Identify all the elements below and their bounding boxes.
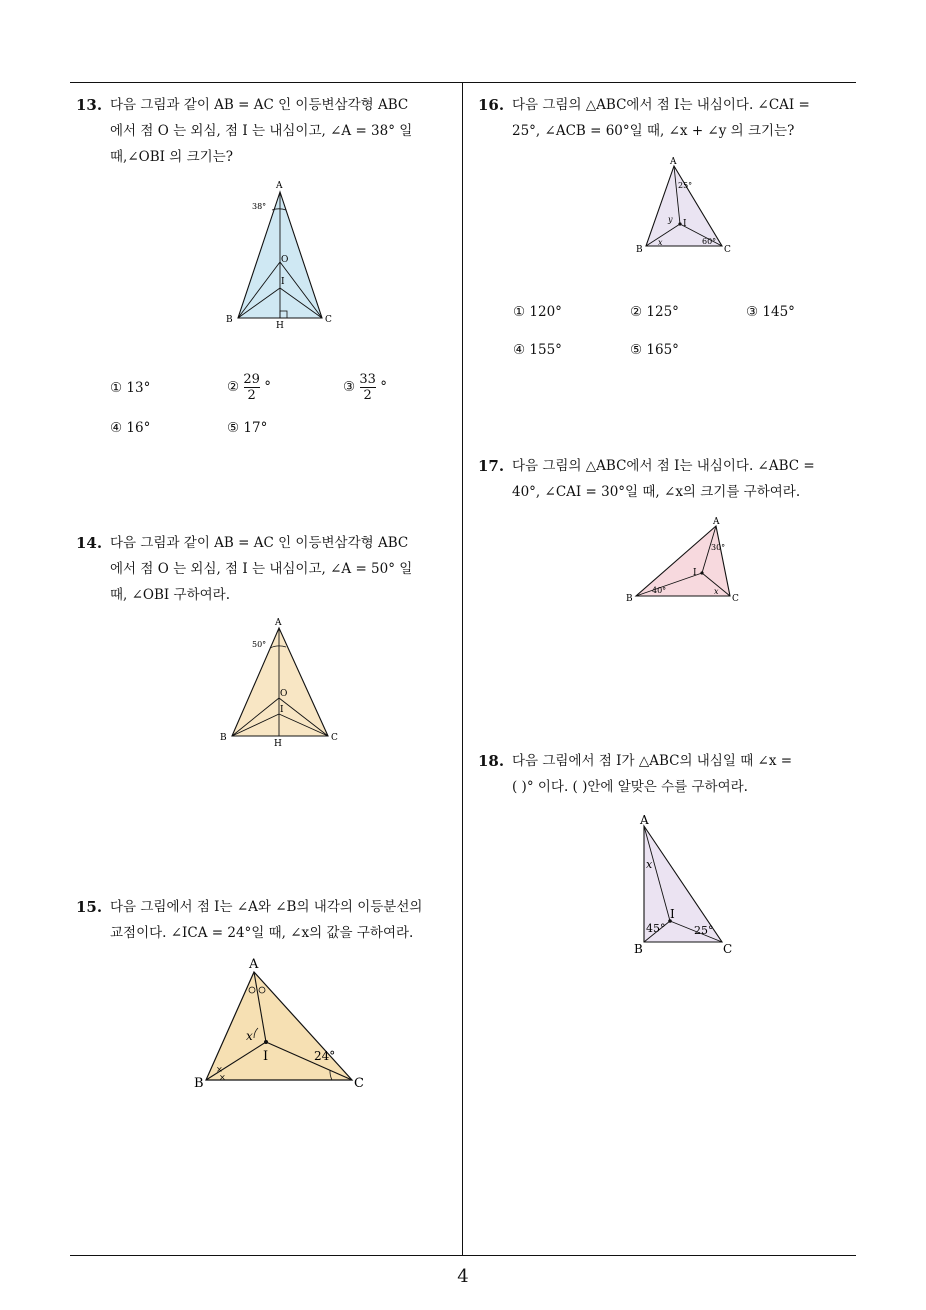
label-b: B bbox=[634, 942, 643, 956]
label-x: x bbox=[658, 238, 663, 247]
problem-16 bbox=[478, 92, 858, 144]
problem-line: 때,∠OBI 의 크기는? bbox=[110, 149, 233, 165]
svg-text:×: × bbox=[219, 1073, 226, 1082]
problem-13-figure bbox=[220, 178, 340, 333]
label-x: x bbox=[246, 1029, 253, 1043]
problem-text bbox=[110, 530, 456, 608]
incenter-point bbox=[700, 571, 703, 574]
fraction: $\frac{29}{2}$ bbox=[243, 372, 260, 403]
problem-number: 17. bbox=[478, 457, 505, 475]
problem-line: ( )° 이다. ( )안에 알맞은 수를 구하여라. bbox=[512, 779, 748, 795]
problem-13 bbox=[76, 92, 456, 170]
label-i: I bbox=[670, 907, 675, 921]
label-h: H bbox=[276, 321, 284, 331]
column-divider bbox=[462, 82, 463, 1256]
triangle-abc bbox=[206, 972, 352, 1080]
label-x: x bbox=[714, 587, 719, 596]
label-c: C bbox=[724, 245, 731, 255]
problem-15-figure bbox=[190, 954, 380, 1094]
choice-3[interactable]: ③ $\frac{33}{2}$ ° bbox=[343, 372, 387, 403]
triangle-abc bbox=[646, 166, 722, 246]
problem-16-figure bbox=[630, 154, 740, 260]
label-c: C bbox=[331, 733, 338, 743]
label-a: A bbox=[670, 157, 677, 167]
problem-17-figure bbox=[622, 514, 752, 608]
triangle-abc bbox=[232, 628, 328, 736]
problem-text bbox=[512, 92, 858, 144]
choice-5[interactable]: ⑤ 17° bbox=[227, 420, 268, 436]
label-b: B bbox=[220, 733, 227, 743]
label-i: I bbox=[280, 705, 284, 715]
choice-4[interactable]: ④ 155° bbox=[513, 342, 562, 358]
label-a: A bbox=[713, 517, 720, 527]
choice-4[interactable]: ④ 16° bbox=[110, 420, 151, 436]
problem-number: 13. bbox=[76, 96, 103, 114]
choice-1[interactable]: ① 13° bbox=[110, 380, 151, 396]
label-a: A bbox=[249, 957, 259, 972]
problem-15 bbox=[76, 894, 456, 946]
svg-text:×: × bbox=[216, 1065, 223, 1074]
problem-line: 다음 그림의 △ABC에서 점 I는 내심이다. ∠ABC = bbox=[512, 458, 815, 474]
page-number: 4 bbox=[457, 1266, 469, 1287]
label-i: I bbox=[693, 568, 697, 578]
top-rule bbox=[70, 82, 856, 83]
problem-13-choices bbox=[110, 372, 450, 442]
label-c: C bbox=[325, 315, 332, 325]
problem-line: 다음 그림에서 점 I는 ∠A와 ∠B의 내각의 이등분선의 bbox=[110, 899, 423, 915]
angle-label: 38° bbox=[252, 202, 267, 211]
label-b: B bbox=[226, 315, 233, 325]
incenter-point bbox=[264, 1040, 268, 1044]
label-c: C bbox=[732, 594, 739, 604]
bottom-rule bbox=[70, 1255, 856, 1256]
angle-a-label: 30° bbox=[711, 543, 726, 552]
label-b: B bbox=[626, 594, 633, 604]
problem-line: 다음 그림에서 점 I가 △ABC의 내심일 때 ∠x = bbox=[512, 753, 793, 769]
problem-18 bbox=[478, 748, 858, 800]
problem-18-figure bbox=[628, 810, 748, 960]
label-c: C bbox=[723, 942, 733, 956]
angle-label: 24° bbox=[314, 1049, 336, 1063]
problem-14 bbox=[76, 530, 456, 608]
problem-number: 18. bbox=[478, 752, 505, 770]
incenter-point bbox=[678, 222, 681, 225]
angle-b-label: 40° bbox=[652, 586, 667, 595]
choice-2[interactable]: ② 125° bbox=[630, 304, 679, 320]
problem-line: 다음 그림과 같이 AB = AC 인 이등변삼각형 ABC bbox=[110, 97, 409, 113]
label-i: I bbox=[263, 1049, 269, 1064]
angle-c-label: 25° bbox=[694, 924, 714, 937]
label-x: x bbox=[646, 858, 653, 871]
choice-5[interactable]: ⑤ 165° bbox=[630, 342, 679, 358]
problem-line: 에서 점 O 는 외심, 점 I 는 내심이고, ∠A = 38° 일 bbox=[110, 123, 413, 139]
problem-text bbox=[512, 453, 858, 505]
label-c: C bbox=[354, 1076, 364, 1091]
choice-2[interactable]: ② $\frac{29}{2}$ ° bbox=[227, 372, 271, 403]
problem-number: 15. bbox=[76, 898, 103, 916]
problem-line: 에서 점 O 는 외심, 점 I 는 내심이고, ∠A = 50° 일 bbox=[110, 561, 413, 577]
angle-b-label: 45° bbox=[646, 922, 666, 935]
label-o: O bbox=[280, 689, 288, 699]
label-a: A bbox=[275, 618, 282, 628]
angle-c-label: 60° bbox=[702, 237, 717, 246]
choice-3[interactable]: ③ 145° bbox=[746, 304, 795, 320]
problem-14-figure bbox=[216, 616, 346, 751]
angle-label: 50° bbox=[252, 640, 267, 649]
label-o: O bbox=[281, 255, 289, 265]
problem-line: 교점이다. ∠ICA = 24°일 때, ∠x의 값을 구하여라. bbox=[110, 925, 414, 941]
problem-line: 다음 그림의 △ABC에서 점 I는 내심이다. ∠CAI = bbox=[512, 97, 810, 113]
label-i: I bbox=[683, 219, 687, 229]
label-a: A bbox=[640, 813, 649, 827]
problem-text bbox=[110, 92, 456, 170]
problem-number: 16. bbox=[478, 96, 505, 114]
problem-number: 14. bbox=[76, 534, 103, 552]
fraction: $\frac{33}{2}$ bbox=[359, 372, 376, 403]
label-h: H bbox=[274, 739, 282, 749]
angle-a-label: 25° bbox=[678, 181, 693, 190]
problem-text bbox=[110, 894, 456, 946]
triangle-abc bbox=[636, 526, 730, 596]
label-b: B bbox=[194, 1076, 204, 1091]
problem-17 bbox=[478, 453, 858, 505]
label-a: A bbox=[276, 181, 283, 191]
problem-16-choices bbox=[513, 304, 853, 364]
problem-text bbox=[512, 748, 858, 800]
problem-line: 다음 그림과 같이 AB = AC 인 이등변삼각형 ABC bbox=[110, 535, 409, 551]
choice-1[interactable]: ① 120° bbox=[513, 304, 562, 320]
problem-line: 40°, ∠CAI = 30°일 때, ∠x의 크기를 구하여라. bbox=[512, 484, 801, 500]
problem-line: 때, ∠OBI 구하여라. bbox=[110, 587, 231, 603]
label-y: y bbox=[668, 215, 673, 224]
label-i: I bbox=[281, 277, 285, 287]
label-b: B bbox=[636, 245, 643, 255]
problem-line: 25°, ∠ACB = 60°일 때, ∠x + ∠y 의 크기는? bbox=[512, 123, 795, 139]
